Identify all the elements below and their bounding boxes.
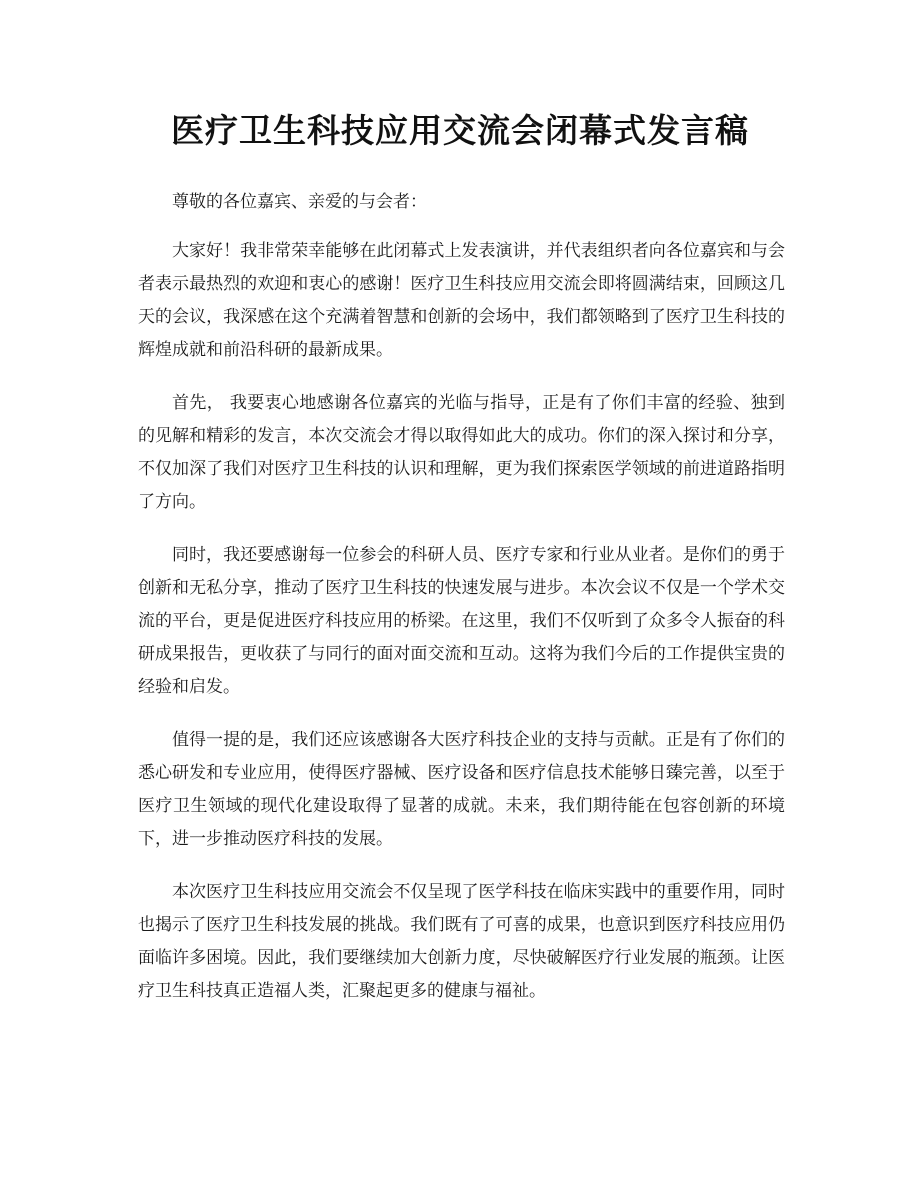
- document-title: 医疗卫生科技应用交流会闭幕式发言稿: [171, 111, 749, 150]
- paragraph-4: 值得一提的是，我们还应该感谢各大医疗科技企业的支持与贡献。正是有了你们的悉心研发和专业应用，使得医疗器械、医疗设备和医疗信息技术能够日臻完善，以至于医疗卫生领域的现代化建设取得了显著的成就。未来，我们期待能在包容创新的环境下，进一步推动医疗科技的发展。: [138, 730, 785, 849]
- salutation: 尊敬的各位嘉宾、亲爱的与会者：: [172, 192, 427, 212]
- document-body: [138, 186, 785, 1028]
- paragraph-1: 大家好！我非常荣幸能够在此闭幕式上发表演讲，并代表组织者向各位嘉宾和与会者表示最热烈的欢迎和衷心的感谢！医疗卫生科技应用交流会即将圆满结束，回顾这几天的会议，我深感在这个充满着智慧和创新的会场中，我们都领略到了医疗卫生科技的辉煌成就和前沿科研的最新成果。: [138, 241, 785, 360]
- paragraph-5: 本次医疗卫生科技应用交流会不仅呈现了医学科技在临床实践中的重要作用，同时也揭示了医疗卫生科技发展的挑战。我们既有了可喜的成果，也意识到医疗科技应用仍面临许多困境。因此，我们要继续加大创新力度，尽快破解医疗行业发展的瓶颈。让医疗卫生科技真正造福人类，汇聚起更多的健康与福祉。: [138, 882, 785, 1001]
- paragraph-2: 首先， 我要衷心地感谢各位嘉宾的光临与指导，正是有了你们丰富的经验、独到的见解和精彩的发言，本次交流会才得以取得如此大的成功。你们的深入探讨和分享，不仅加深了我们对医疗卫生科技的认识和理解，更为我们探索医学领域的前进道路指明了方向。: [138, 393, 785, 512]
- paragraph-3: 同时，我还要感谢每一位参会的科研人员、医疗专家和行业从业者。是你们的勇于创新和无私分享，推动了医疗卫生科技的快速发展与进步。本次会议不仅是一个学术交流的平台，更是促进医疗科技应用的桥梁。在这里，我们不仅听到了众多令人振奋的科研成果报告，更收获了与同行的面对面交流和互动。这将为我们今后的工作提供宝贵的经验和启发。: [138, 545, 785, 697]
